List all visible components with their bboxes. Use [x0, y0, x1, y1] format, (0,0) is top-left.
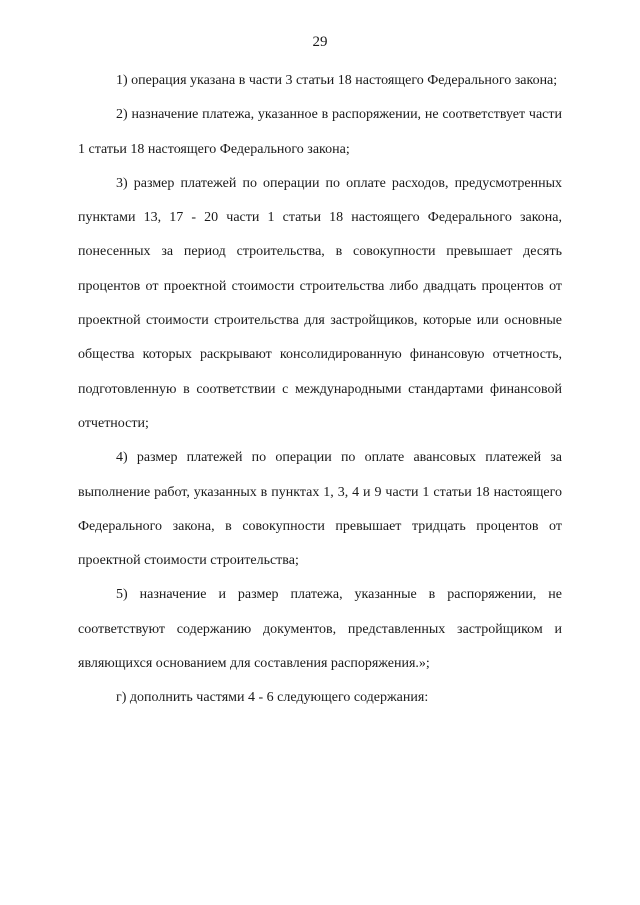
paragraph-item-5: 5) назначение и размер платежа, указанные в распоряжении, не соответствуют содержанию документов, представленных застройщиком и являющихся основанием для составления распоряжения.»;: [78, 587, 562, 672]
paragraph-item-3: 3) размер платежей по операции по оплате расходов, предусмотренных пунктами 13, 17 - 20 части 1 статьи 18 настоящего Федерального закона, понесенных за период строительства, в совокупности превышает десять процентов от проектной стоимости строительства либо двадцать процентов от проектной стоимости строительства для застройщиков, которые или основные общества которых раскрывают консолидированную финансовую отчетность, подготовленную в соответствии с международными стандартами финансовой отчетности;: [78, 175, 562, 431]
document-body: [78, 64, 562, 716]
paragraph-item-2: 2) назначение платежа, указанное в распоряжении, не соответствует части 1 статьи 18 настоящего Федерального закона;: [78, 107, 562, 157]
paragraph-item-1: 1) операция указана в части 3 статьи 18 настоящего Федерального закона;: [116, 73, 558, 88]
paragraph-item-4: 4) размер платежей по операции по оплате авансовых платежей за выполнение работ, указанных в пунктах 1, 3, 4 и 9 части 1 статьи 18 настоящего Федерального закона, в совокупности превышает тридцать процентов от проектной стоимости строительства;: [78, 450, 562, 569]
page-number: 29: [312, 34, 328, 50]
paragraph-amendment-g: г) дополнить частями 4 - 6 следующего содержания:: [116, 690, 429, 706]
